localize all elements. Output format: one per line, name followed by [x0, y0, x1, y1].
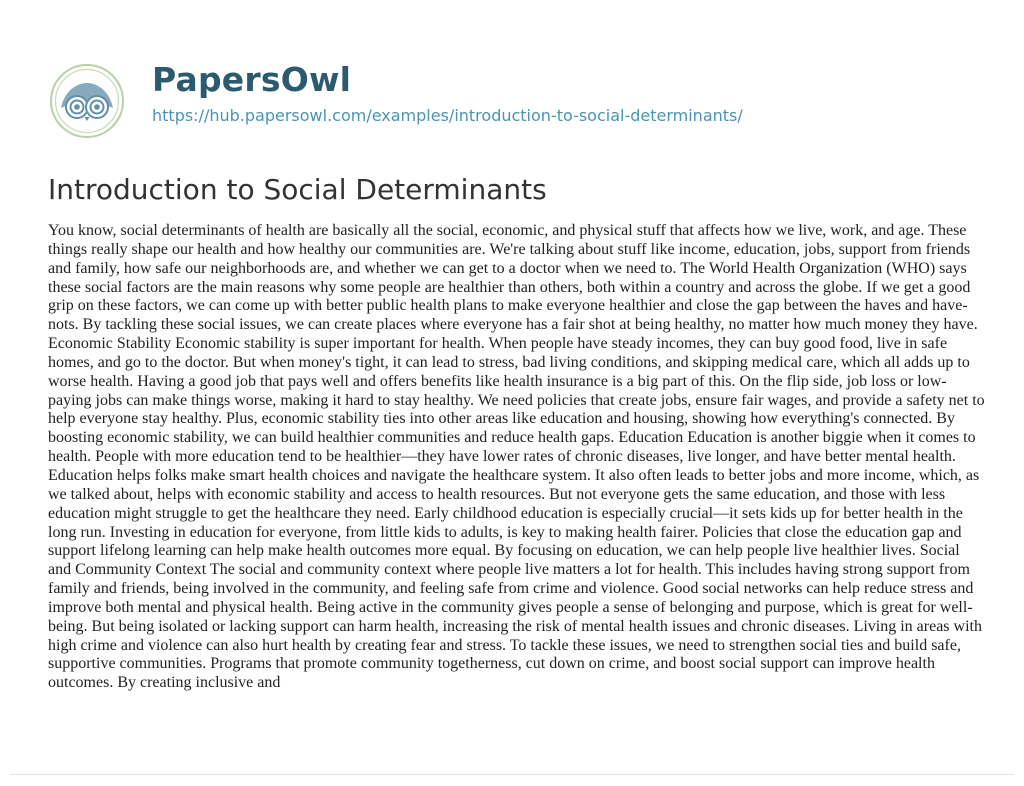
- site-header: [0, 0, 1024, 160]
- document-title: Introduction to Social Determinants: [48, 173, 547, 206]
- footer-divider: [10, 774, 1014, 775]
- document-body: You know, social determinants of health are basically all the social, economic, and physical stuff that affects how we live, work, and age. These things really shape our health and how healthy our communities are. We're talking about stuff like income, education, jobs, support from friends and family, how safe our neighborhoods are, and whether we can get to a doctor when we need to. The World Health Organization (WHO) says these social factors are the main reasons why some people are healthier than others, both within a country and across the globe. If we get a good grip on these factors, we can come up with better public health plans to make everyone healthier and close the gap between the haves and have-nots. By tackling these social issues, we can create places where everyone has a fair shot at being healthy, no matter how much money they have. Economic Stability Economic stability is super important for health. When people have steady incomes, they can buy good food, live in safe homes, and go to the doctor. But when money's tight, it can lead to stress, bad living conditions, and skipping medical care, which all adds up to worse health. Having a good job that pays well and offers benefits like health insurance is a big part of this. On the flip side, job loss or low-paying jobs can make things worse, making it hard to stay healthy. We need policies that create jobs, ensure fair wages, and provide a safety net to help everyone stay healthy. Plus, economic stability ties into other areas like education and housing, showing how everything's connected. By boosting economic stability, we can build healthier communities and reduce health gaps. Education Education is another biggie when it comes to health. People with more education tend to be healthier—they have lower rates of chronic diseases, live longer, and have better mental health. Education helps folks make smart health choices and navigate the healthcare system. It also often leads to better jobs and more income, which, as we talked about, helps with economic stability and access to health resources. But not everyone gets the same education, and those with less education might struggle to get the healthcare they need. Early childhood education is especially crucial—it sets kids up for better health in the long run. Investing in education for everyone, from little kids to adults, is key to making health fairer. Policies that close the education gap and support lifelong learning can help make health outcomes more equal. By focusing on education, we can help people live healthier lives. Social and Community Context The social and community context where people live matters a lot for health. This includes having strong support from family and friends, being involved in the community, and feeling safe from crime and violence. Good social networks can help reduce stress and improve both mental and physical health. Being active in the community gives people a sense of belonging and purpose, which is great for well-being. But being isolated or lacking support can harm health, increasing the risk of mental health issues and chronic diseases. Living in areas with high crime and violence can also hurt health by creating fear and stress. To tackle these issues, we need to strengthen social ties and build safe, supportive communities. Programs that promote community togetherness, cut down on crime, and boost social support can improve health outcomes. By creating inclusive and: [48, 222, 985, 692]
- brand-name: PapersOwl: [152, 60, 352, 99]
- source-url-link[interactable]: https://hub.papersowl.com/examples/introduction-to-social-determinants/: [152, 106, 743, 125]
- owl-eyes-icon: [50, 64, 124, 138]
